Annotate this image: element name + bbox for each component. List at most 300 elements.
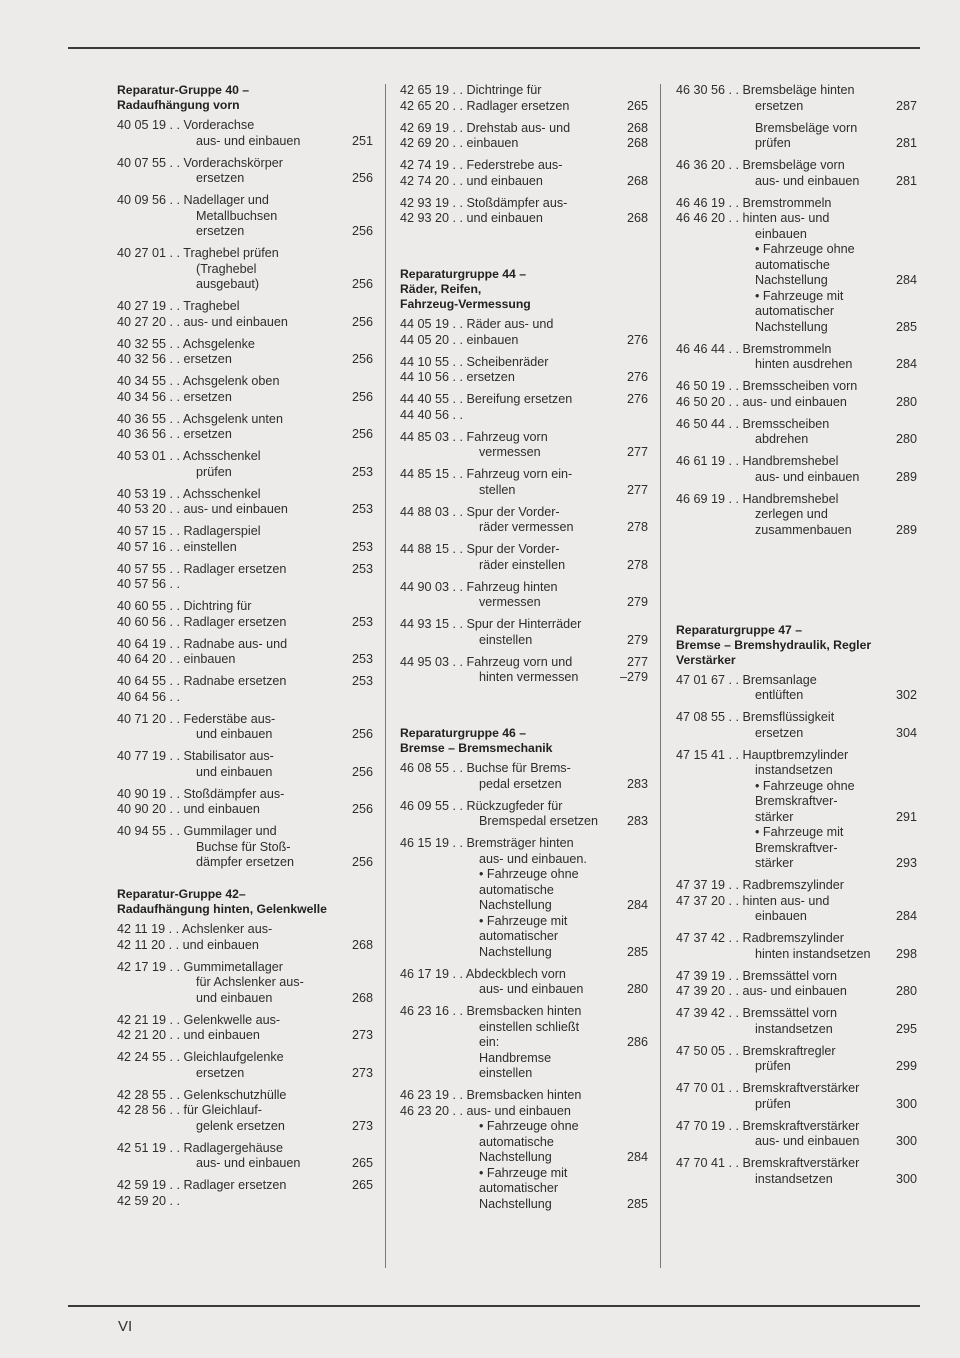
entry-page: [913, 342, 917, 358]
entry-line: [400, 982, 648, 998]
entry-text: stärker: [755, 809, 794, 824]
index-entry: [117, 637, 373, 668]
entry-text: 40 34 55 . . Achsgelenk oben: [117, 374, 280, 388]
entry-page: [644, 867, 648, 883]
entry-line: [117, 118, 373, 134]
entry-line: [400, 333, 648, 349]
entry-text: Nachstellung: [755, 273, 828, 287]
entry-line: [400, 580, 648, 596]
entry-page: [644, 196, 648, 212]
entry-text: 42 93 19 . . Stoßdämpfer aus-: [400, 195, 568, 210]
index-entry: [676, 673, 917, 704]
entry-text: ersetzen: [755, 725, 804, 740]
entry-text: prüfen: [755, 1059, 791, 1073]
entry-page: 284: [895, 357, 917, 371]
entry-text: Bremspedal ersetzen: [479, 814, 599, 828]
entry-page: 300: [895, 1171, 917, 1186]
index-entry: [676, 158, 917, 189]
index-column-1: [117, 83, 373, 1216]
index-entry: [676, 1006, 917, 1037]
entry-page: [369, 637, 373, 653]
entry-line: [676, 227, 917, 243]
entry-line: [400, 196, 648, 212]
entry-text: automatische: [479, 882, 554, 897]
entry-text: 44 40 55 . . Bereifung ersetzen: [400, 392, 573, 406]
entry-line: [117, 674, 373, 690]
entry-text: • Fahrzeuge mit: [479, 1165, 568, 1180]
entry-text: aus- und einbauen: [755, 469, 860, 484]
section-gap: [676, 545, 917, 623]
entry-page: [913, 1081, 917, 1097]
entry-text: 47 50 05 . . Bremskraftregler: [676, 1043, 836, 1058]
entry-page: [644, 617, 648, 633]
index-entry: [400, 580, 648, 611]
index-entry: [676, 121, 917, 152]
entry-page: [913, 825, 917, 841]
entry-line: [117, 1088, 373, 1104]
index-entry: [117, 374, 373, 405]
entry-line: [117, 840, 373, 856]
entry-page: 298: [895, 946, 917, 961]
entry-page: 276: [626, 370, 648, 384]
entry-page: [369, 262, 373, 278]
entry-page: [913, 878, 917, 894]
entry-page: 300: [895, 1096, 917, 1111]
index-entry: [117, 599, 373, 630]
entry-page: 265: [351, 1156, 373, 1170]
entry-line: [676, 523, 917, 539]
index-entry: [117, 749, 373, 780]
entry-text: einbauen: [755, 226, 807, 241]
index-entry: [676, 417, 917, 448]
entry-text: • Fahrzeuge ohne: [479, 1119, 579, 1133]
entry-line: [117, 975, 373, 991]
entry-text: 40 57 55 . . Radlager ersetzen: [117, 561, 287, 576]
entry-line: [676, 211, 917, 227]
index-entry: [676, 1081, 917, 1112]
index-entry: [676, 342, 917, 373]
index-entry: [676, 492, 917, 539]
entry-page: 284: [895, 909, 917, 923]
entry-line: [676, 1059, 917, 1075]
entry-page: [913, 507, 917, 523]
entry-page: 253: [351, 614, 373, 629]
entry-text: prüfen: [755, 1096, 791, 1111]
entry-line: [400, 799, 648, 815]
entry-text: aus- und einbauen: [479, 982, 584, 996]
entry-line: [400, 836, 648, 852]
entry-line: [117, 337, 373, 353]
entry-page: 283: [626, 776, 648, 791]
entry-page: [369, 524, 373, 540]
entry-line: [676, 320, 917, 336]
entry-page: [644, 799, 648, 815]
entry-line: [400, 408, 648, 424]
entry-line: [117, 246, 373, 262]
entry-line: [676, 379, 917, 395]
entry-line: [117, 465, 373, 481]
entry-page: [644, 1181, 648, 1197]
entry-line: [676, 909, 917, 925]
entry-page: [369, 1103, 373, 1119]
entry-page: [644, 1088, 648, 1104]
index-entry: [117, 1178, 373, 1209]
entry-page: [644, 967, 648, 983]
entry-line: [117, 224, 373, 240]
entry-page: [913, 794, 917, 810]
entry-page: [913, 196, 917, 212]
entry-text: stärker: [755, 856, 794, 870]
entry-line: [676, 1134, 917, 1150]
entry-text: Bremskraftver-: [755, 794, 838, 808]
entry-page: 253: [351, 652, 373, 666]
entry-text: 44 10 55 . . Scheibenräder: [400, 354, 549, 369]
entry-line: [676, 1097, 917, 1113]
entry-text: • Fahrzeuge ohne: [755, 242, 855, 256]
entry-text: 47 15 41 . . Hauptbremzylinder: [676, 747, 849, 762]
entry-line: [400, 1119, 648, 1135]
entry-page: [913, 763, 917, 779]
entry-page: 279: [626, 595, 648, 609]
entry-line: [400, 655, 648, 671]
entry-page: 253: [351, 502, 373, 516]
entry-text: 46 23 19 . . Bremsbacken hinten: [400, 1088, 582, 1102]
entry-text: 42 69 19 . . Drehstab aus- und: [400, 120, 571, 135]
index-entry: [676, 878, 917, 925]
index-entry: [676, 454, 917, 485]
entry-page: 299: [895, 1059, 917, 1073]
entry-line: [400, 1088, 648, 1104]
entry-text: 40 60 56 . . Radlager ersetzen: [117, 614, 287, 629]
entry-page: [369, 299, 373, 315]
entry-page: [913, 492, 917, 508]
index-entry: [117, 1013, 373, 1044]
entry-line: [117, 487, 373, 503]
entry-text: und einbauen: [196, 727, 273, 741]
section-heading-line: Radaufhängung hinten, Gelenkwelle: [117, 902, 327, 916]
entry-text: einstellen: [479, 632, 533, 647]
entry-text: 42 65 20 . . Radlager ersetzen: [400, 98, 570, 113]
section-gap: [117, 877, 373, 887]
entry-text: 40 09 56 . . Nadellager und: [117, 193, 269, 207]
entry-text: und einbauen: [196, 990, 273, 1005]
entry-page: [369, 193, 373, 209]
entry-text: 47 08 55 . . Bremsflüssigkeit: [676, 710, 835, 724]
entry-page: 253: [351, 561, 373, 576]
entry-page: [913, 710, 917, 726]
entry-text: vermessen: [479, 595, 541, 609]
entry-page: [644, 430, 648, 446]
entry-line: [117, 1103, 373, 1119]
entry-text: Buchse für Stoß-: [196, 839, 291, 854]
entry-text: Metallbuchsen: [196, 208, 278, 223]
entry-text: Handbremse: [479, 1050, 552, 1065]
entry-line: [676, 289, 917, 305]
entry-line: [676, 507, 917, 523]
entry-page: 256: [351, 224, 373, 238]
entry-text: 40 57 56 . .: [117, 577, 181, 591]
entry-text: 40 53 01 . . Achsschenkel: [117, 449, 261, 463]
entry-line: [400, 542, 648, 558]
entry-page: 281: [895, 173, 917, 188]
entry-line: [676, 856, 917, 872]
entry-text: 47 70 41 . . Bremskraftverstärker: [676, 1156, 860, 1170]
entry-text: 47 37 42 . . Radbremszylinder: [676, 931, 845, 945]
entry-line: [400, 430, 648, 446]
section-heading-line: Reparaturgruppe 46 –: [400, 726, 526, 740]
column-divider-left: [385, 84, 386, 1268]
entry-text: prüfen: [196, 464, 232, 479]
entry-line: [117, 374, 373, 390]
entry-line: [676, 1156, 917, 1172]
entry-page: [369, 1194, 373, 1210]
index-entry: [400, 317, 648, 348]
entry-page: 286: [626, 1035, 648, 1049]
entry-text: 47 39 42 . . Bremssättel vorn: [676, 1006, 838, 1020]
entry-text: 40 64 20 . . einbauen: [117, 652, 236, 666]
index-entry: [117, 337, 373, 368]
entry-page: [644, 914, 648, 930]
entry-text: aus- und einbauen.: [479, 851, 587, 866]
entry-page: 280: [626, 982, 648, 996]
entry-line: [676, 1006, 917, 1022]
entry-text: 46 08 55 . . Buchse für Brems-: [400, 761, 571, 775]
entry-line: [676, 196, 917, 212]
entry-line: [400, 1197, 648, 1213]
entry-text: 44 05 19 . . Räder aus- und: [400, 317, 554, 331]
entry-page: [644, 542, 648, 558]
entry-text: 46 50 44 . . Bremsscheiben: [676, 416, 830, 431]
entry-text: dämpfer ersetzen: [196, 855, 295, 869]
entry-text: 46 46 19 . . Bremstrommeln: [676, 195, 832, 210]
entry-text: 40 53 20 . . aus- und einbauen: [117, 502, 288, 516]
section-heading: [676, 623, 917, 668]
entry-line: [400, 814, 648, 830]
entry-page: [913, 227, 917, 243]
entry-text: prüfen: [755, 136, 791, 150]
entry-line: [676, 1081, 917, 1097]
entry-line: [400, 370, 648, 386]
entry-page: 289: [895, 522, 917, 537]
entry-page: 285: [626, 1196, 648, 1211]
entry-page: [913, 242, 917, 258]
entry-text: abdrehen: [755, 432, 809, 446]
index-entry: [400, 617, 648, 648]
entry-page: 278: [626, 557, 648, 572]
entry-page: 273: [351, 1028, 373, 1042]
entry-line: [676, 342, 917, 358]
entry-line: [117, 193, 373, 209]
entry-text: 47 39 19 . . Bremssättel vorn: [676, 968, 838, 983]
entry-line: [117, 562, 373, 578]
entry-text: 42 59 19 . . Radlager ersetzen: [117, 1178, 287, 1192]
index-entry: [117, 922, 373, 953]
entry-page: 295: [895, 1021, 917, 1036]
entry-page: [913, 779, 917, 795]
entry-page: [644, 761, 648, 777]
entry-line: [400, 121, 648, 137]
entry-text: 40 27 20 . . aus- und einbauen: [117, 314, 288, 329]
entry-text: 46 46 20 . . hinten aus- und: [676, 211, 830, 225]
section-heading-line: Radaufhängung vorn: [117, 98, 240, 112]
section-heading: [400, 726, 648, 756]
entry-text: 46 17 19 . . Abdeckblech vorn: [400, 966, 566, 981]
entry-page: 253: [351, 539, 373, 554]
entry-line: [676, 136, 917, 152]
entry-page: [644, 158, 648, 174]
entry-line: [400, 520, 648, 536]
entry-line: [117, 427, 373, 443]
entry-line: [117, 765, 373, 781]
index-entry: [117, 824, 373, 871]
index-entry: [400, 83, 648, 114]
entry-text: automatische: [755, 257, 830, 272]
entry-line: [400, 505, 648, 521]
entry-page: [644, 1135, 648, 1151]
entry-line: [400, 1004, 648, 1020]
index-entry: [117, 524, 373, 555]
entry-text: 46 36 20 . . Bremsbeläge vorn: [676, 158, 845, 172]
entry-page: 256: [351, 727, 373, 741]
section-heading: [117, 83, 373, 113]
entry-page: [644, 83, 648, 99]
entry-text: 42 28 55 . . Gelenkschutzhülle: [117, 1087, 287, 1102]
entry-page: 273: [351, 1118, 373, 1133]
entry-page: [913, 258, 917, 274]
entry-page: 256: [351, 171, 373, 185]
entry-line: [676, 454, 917, 470]
index-entry: [676, 710, 917, 741]
entry-page: [913, 1119, 917, 1135]
entry-text: 42 11 19 . . Achslenker aus-: [117, 922, 273, 936]
entry-line: [117, 577, 373, 593]
entry-line: [676, 779, 917, 795]
entry-page: [913, 158, 917, 174]
entry-text: einstellen: [479, 1066, 533, 1080]
entry-text: 46 30 56 . . Bremsbeläge hinten: [676, 83, 855, 97]
entry-text: 42 59 20 . .: [117, 1193, 181, 1208]
entry-text: 47 01 67 . . Bremsanlage: [676, 672, 817, 687]
entry-page: 268: [626, 173, 648, 188]
entry-text: 40 64 56 . .: [117, 689, 181, 704]
entry-text: automatischer: [479, 1181, 559, 1195]
entry-page: [369, 824, 373, 840]
entry-text: 44 40 56 . .: [400, 407, 464, 422]
entry-page: [644, 836, 648, 852]
entry-page: 253: [351, 464, 373, 479]
entry-line: [676, 1022, 917, 1038]
entry-text: 47 37 19 . . Radbremszylinder: [676, 878, 845, 892]
entry-text: 40 07 55 . . Vorderachskörper: [117, 155, 283, 170]
entry-line: [676, 748, 917, 764]
entry-line: [676, 432, 917, 448]
index-entry: [400, 761, 648, 792]
entry-page: 273: [351, 1065, 373, 1080]
entry-page: [369, 922, 373, 938]
entry-line: [117, 802, 373, 818]
entry-page: [369, 1013, 373, 1029]
entry-line: [676, 1119, 917, 1135]
entry-line: [117, 637, 373, 653]
entry-page: [644, 355, 648, 371]
entry-line: [400, 1166, 648, 1182]
entry-text: 40 32 56 . . ersetzen: [117, 352, 232, 366]
top-rule: [68, 47, 920, 49]
entry-line: [676, 99, 917, 115]
entry-page: –279: [619, 670, 648, 684]
entry-line: [117, 262, 373, 278]
entry-line: [676, 492, 917, 508]
section-heading-line: Bremse – Bremshydraulik, Regler: [676, 637, 872, 652]
entry-line: [400, 867, 648, 883]
entry-line: [676, 726, 917, 742]
entry-text: 46 09 55 . . Rückzugfeder für: [400, 798, 563, 813]
entry-text: 42 24 55 . . Gleichlaufgelenke: [117, 1050, 284, 1064]
entry-text: automatischer: [479, 929, 559, 943]
entry-text: hinten ausdrehen: [755, 357, 853, 371]
entry-text: räder vermessen: [479, 520, 574, 534]
entry-line: [117, 727, 373, 743]
entry-text: (Traghebel: [196, 261, 257, 276]
entry-text: 47 39 20 . . aus- und einbauen: [676, 984, 847, 998]
entry-line: [676, 894, 917, 910]
entry-text: 40 94 55 . . Gummilager und: [117, 824, 277, 838]
entry-line: [676, 121, 917, 137]
entry-page: 280: [895, 432, 917, 446]
entry-line: [676, 1044, 917, 1060]
entry-text: automatischer: [755, 304, 835, 318]
entry-text: 42 17 19 . . Gummimetallager: [117, 959, 283, 974]
entry-line: [117, 787, 373, 803]
entry-text: 47 37 20 . . hinten aus- und: [676, 893, 830, 908]
entry-line: [400, 467, 648, 483]
entry-line: [400, 558, 648, 574]
entry-line: [676, 357, 917, 373]
entry-text: zusammenbauen: [755, 522, 852, 537]
entry-text: 46 50 19 . . Bremsscheiben vorn: [676, 379, 858, 393]
entry-page: [913, 1044, 917, 1060]
entry-line: [117, 502, 373, 518]
entry-line: [117, 824, 373, 840]
entry-text: automatische: [479, 1134, 554, 1149]
entry-line: [117, 156, 373, 172]
entry-text: 40 64 19 . . Radnabe aus- und: [117, 636, 288, 651]
entry-line: [117, 855, 373, 871]
entry-page: 268: [351, 937, 373, 952]
index-entry: [117, 449, 373, 480]
entry-text: aus- und einbauen: [755, 1134, 860, 1148]
index-entry: [117, 1088, 373, 1135]
entry-line: [400, 483, 648, 499]
entry-page: [369, 449, 373, 465]
entry-page: [644, 1119, 648, 1135]
entry-page: 256: [351, 427, 373, 441]
entry-page: 268: [626, 120, 648, 135]
entry-text: ersetzen: [196, 224, 245, 238]
entry-line: [400, 1104, 648, 1120]
entry-page: 277: [626, 482, 648, 497]
index-entry: [117, 412, 373, 443]
entry-line: [117, 1028, 373, 1044]
entry-line: [117, 277, 373, 293]
entry-page: [369, 840, 373, 856]
entry-page: [913, 1006, 917, 1022]
entry-text: 40 90 19 . . Stoßdämpfer aus-: [117, 786, 285, 801]
entry-line: [117, 690, 373, 706]
entry-text: ersetzen: [196, 1065, 245, 1080]
section-gap: [400, 233, 648, 267]
entry-text: 40 53 19 . . Achsschenkel: [117, 486, 261, 501]
